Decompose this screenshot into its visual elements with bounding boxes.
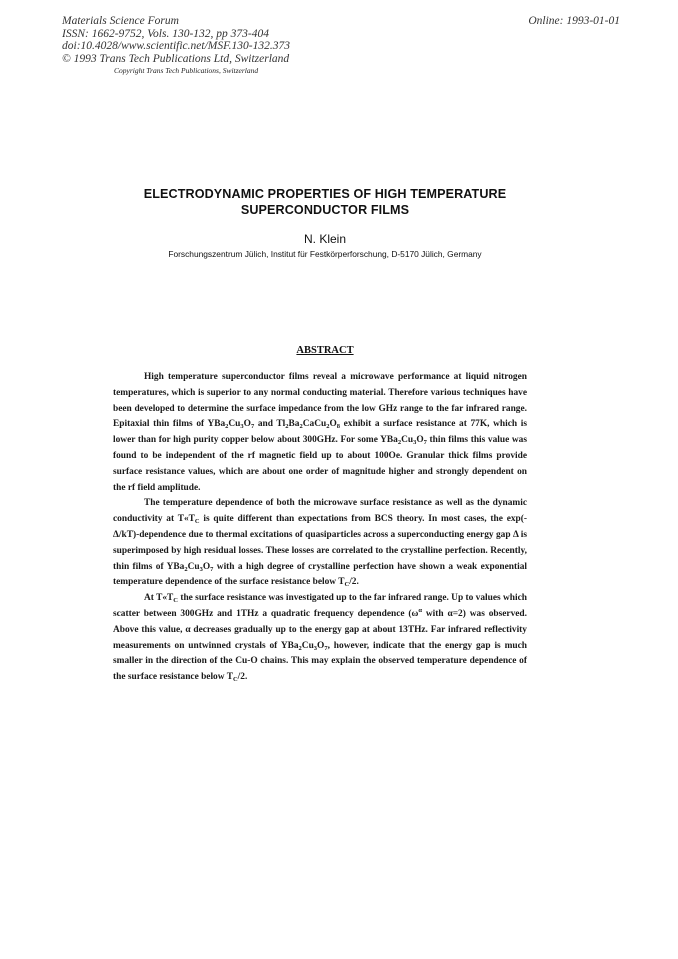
text-run: The temperature dependence of both the microwave surface resistance as well as the dynamic conductivity at bbox=[113, 498, 527, 525]
abstract-paragraph-1 bbox=[113, 370, 527, 496]
formula-ybco: $YBa_2Cu_3O_7$ bbox=[166, 561, 214, 573]
journal-header bbox=[62, 15, 382, 65]
text-run: the surface resistance was investigated up to the far infrared range. Up to values which scatter between 300GHz and 1THz a quadratic frequency dependence ( bbox=[113, 593, 527, 619]
formula-t-ll-tc: $T«T_C$ bbox=[177, 514, 200, 526]
formula-omega-alpha: $\omega^\alpha$ bbox=[411, 606, 423, 619]
formula-ybco: $YBa_2Cu_3O_7$ bbox=[280, 640, 328, 652]
text-run: with a high degree of crystalline perfection have shown a weak exponential temperature dependence of the surface resistance below bbox=[113, 561, 528, 588]
text-run: High temperature superconductor films reveal a microwave performance at liquid nitrogen temperatures, which is superior to any normal conducting material. Therefore various techniques have been developed to determine the surface impedance from the low GHz range to the far infrared range. Epitaxial thin films of bbox=[113, 372, 527, 430]
formula-t-ll-tc: $T«T_C$ bbox=[156, 593, 178, 605]
formula-tc-half: $T_C/2$ bbox=[338, 577, 357, 589]
text-run: . bbox=[244, 672, 248, 683]
text-run: , however, indicate that the energy gap is much smaller in the direction of the Cu-O chains. This may explain the observed temperature dependence of the surface resistance below bbox=[113, 640, 527, 683]
formula-tc-half: $T_C/2$ bbox=[226, 672, 245, 684]
paper-title bbox=[110, 186, 540, 218]
title-line-2: SUPERCONDUCTOR FILMS bbox=[240, 203, 410, 217]
author: N. Klein bbox=[303, 232, 347, 246]
title-line-1: ELECTRODYNAMIC PROPERTIES OF HIGH TEMPERATURE bbox=[143, 187, 507, 201]
text-run: thin films this value was found to be independent of the rf magnetic field up to about 100Oe. Granular thick films provide surface resistance values, which are about one order of magnitude higher and strongly dependent on the rf field amplitude. bbox=[113, 435, 527, 493]
affiliation: Forschungszentrum Jülich, Institut für Festkörperforschung, D-5170 Jülich, Germany bbox=[168, 249, 482, 259]
issn-line: ISSN: 1662-9752, Vols. 130-132, pp 373-404 bbox=[62, 27, 269, 40]
publisher-copyright: Copyright Trans Tech Publications, Switzerland bbox=[114, 66, 259, 75]
abstract-paragraph-2 bbox=[113, 496, 527, 591]
abstract-paragraph-3 bbox=[113, 591, 527, 686]
text-run: . bbox=[356, 577, 359, 588]
text-run: with α=2) was observed. Above this value, α decreases gradually up to the energy gap at about 13THz. Far infrared reflectivity measurements on untwinned crystals of bbox=[113, 608, 527, 651]
abstract-body bbox=[113, 370, 527, 686]
abstract-heading: ABSTRACT bbox=[296, 345, 354, 356]
formula-tbcco: $Tl_2Ba_2CaCu_2O_8$ bbox=[276, 419, 340, 431]
text-run: exhibit a surface resistance at 77K, which is lower than for high purity copper below about 300GHz. For some bbox=[113, 419, 527, 446]
formula-ybco: $YBa_2Cu_3O_7$ bbox=[207, 419, 255, 431]
copyright-line: © 1993 Trans Tech Publications Ltd, Switzerland bbox=[62, 52, 290, 65]
text-run: and bbox=[254, 419, 277, 430]
doi-line: doi:10.4028/www.scientific.net/MSF.130-132.373 bbox=[62, 40, 290, 52]
formula-ybco: $YBa_2Cu_3O_7$ bbox=[380, 435, 427, 447]
online-date: Online: 1993-01-01 bbox=[528, 15, 620, 27]
text-run: At bbox=[144, 593, 157, 604]
text-run: is quite different than expectations from BCS theory. In most cases, the exp(-Δ/kT)-dependence due to thermal excitations of quasiparticles across a superconducting energy gap Δ is superimposed by high residual losses. These losses are correlated to the crystalline perfection. Recently, thin films of bbox=[113, 514, 528, 572]
journal-name: Materials Science Forum bbox=[62, 15, 179, 27]
